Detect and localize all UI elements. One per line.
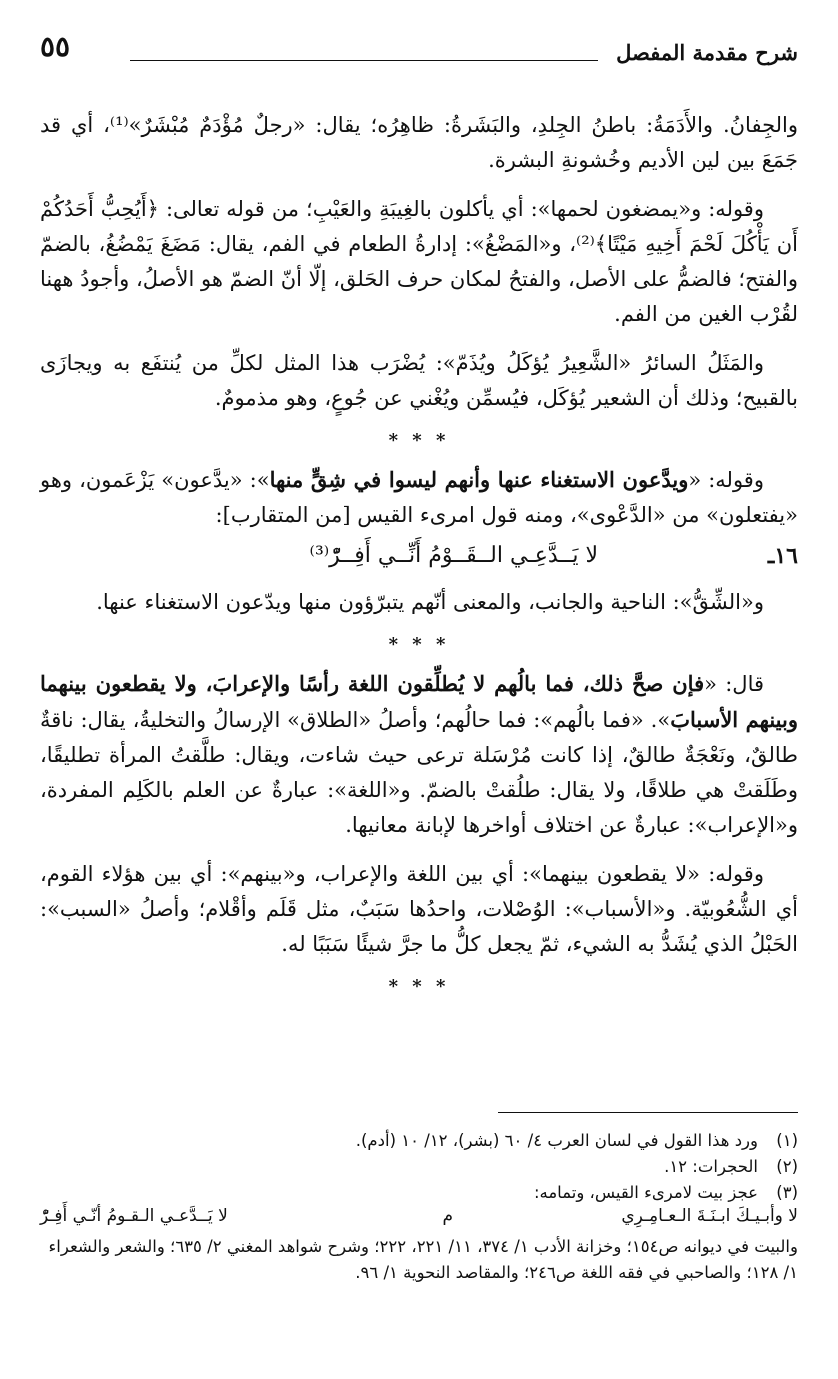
paragraph-1: والجِفانُ. والأَدَمَةُ: باطنُ الجِلدِ، والبَشَرةُ: ظاهِرُه؛ يقال: «رجلٌ مُؤْدَمٌ مُبْشَرٌ»⁽¹⁾، أي قد جَمَعَ بين لين الأديم وخُشونةِ البشرة. [40, 113, 799, 172]
footnote-text: عجز بيت لامرىء القيس، وتمامه: [533, 1183, 758, 1202]
footnote-number: (١) [776, 1131, 798, 1150]
book-title: شرح مقدمة المفصل [616, 40, 798, 65]
paragraph-4-intro: وقوله: « [688, 468, 764, 492]
footnote-verse [40, 1206, 798, 1234]
paragraph-5-text: و«الشِّقُّ»: الناحية والجانب، والمعنى أنّهم يتبرّؤون منها ويدّعون الاستغناء عنها. [96, 590, 764, 614]
paragraph-6-rest: ». «فما بالُهم»: فما حالُهم؛ وأصلُ «الطلاق» الإرسالُ والتخليةُ، يقال: ناقةٌ طالقٌ، ونَعْجَةٌ طالقٌ، إذا كانت مُرْسَلة ترعى حيث شاءت، ويقال: طلَّقتُ المرأة تطليقًا، وطَلَقتْ هي طلاقًا، ولا يقال: طلُقتْ بالضمّ. و«اللغة»: عبارةٌ عن العلم بالكَلِم المفردة، و«الإعراب»: عبارةٌ عن اختلاف أواخرها لإبانة معانيها. [40, 708, 798, 837]
footnote-number: (٣) [776, 1183, 798, 1202]
header-rule [130, 60, 598, 61]
footnote-rule [498, 1112, 798, 1113]
verse [40, 539, 798, 585]
footnote-2 [40, 1154, 798, 1180]
paragraph-7-text: وقوله: «لا يقطعون بينهما»: أي بين اللغة والإعراب، و«بينهم»: أي بين هؤلاء القوم، أي الشُّعُوبيّة. و«الأسباب»: الوُصْلات، واحدُها سَبَبٌ، مثل قَلَم وأقْلام؛ وأصلُ «السبب»: الحَبْلُ الذي يُشَدُّ به الشيء، ثمّ يجعل كلُّ ما جرَّ شيئًا سَبَبًا له. [40, 862, 798, 956]
footnotes [40, 1128, 798, 1286]
running-header [40, 30, 798, 74]
paragraph-2 [40, 192, 798, 332]
verse-number: ١٦ـ [767, 543, 798, 569]
page-number: ٥٥ [40, 30, 71, 63]
paragraph-3 [40, 346, 798, 416]
paragraph-2-text: وقوله: و«يمضغون لحمها»: أي يأكلون بالغِيبَةِ والعَيْبِ؛ من قوله تعالى: ﴿أَيُحِبُّ أَحَدُكُمْ أَن يَأْكُلَ لَحْمَ أَخِيهِ مَيْتًا﴾⁽²⁾، و«المَضْغُ»: إدارةُ الطعام في الفم، يقال: مَضَغَ يَمْضُغُ، بالضمّ والفتح؛ فالضمُّ على الأصل، والفتحُ لمكان حرف الحَلق، إلّا أنّ الضمّ هو الأصلُ، وأجودُ ههنا لقُرْب الغين من الفم. [40, 197, 798, 326]
verse-second-hemistich: لا يَــدَّعـي الـقـومُ أنّـي أَفِـرّْ [40, 1206, 228, 1226]
footnote-text: ورد هذا القول في لسان العرب ٤/ ٦٠ (بشر)، ١٢/ ١٠ (أدم). [355, 1131, 758, 1150]
section-divider: * * * [388, 634, 450, 655]
verse-line: لا يَــدَّعِـي الــقَــوْمُ أَنِّــي أَفِــرّْ⁽³⁾ [309, 543, 598, 568]
section-divider: * * * [388, 976, 450, 997]
paragraph-7 [40, 857, 798, 962]
quoted-text: فإن صحَّ ذلك، فما بالُهم لا يُطلِّقون اللغة رأسًا والإعرابَ، ولا يقطعون بينهما وبينهم الأسبابَ [40, 671, 798, 732]
paragraph-4 [40, 462, 798, 533]
footnote-number: (٢) [776, 1157, 798, 1176]
paragraph-3-text: والمَثَلُ السائرُ «الشَّعِيرُ يُؤكَلُ ويُذَمّ»: يُضْرَب هذا المثل لكلِّ من يُنتفَع به ويجازَى بالقبيح؛ وذلك أن الشعير يُؤكَل، فيُسمِّن ويُغْني عن جُوعٍ، وهو مذمومٌ. [40, 351, 798, 410]
verse-first-hemistich: لا وأبـيـكَ ابـنَـةَ الـعـامِـرِي [621, 1206, 798, 1226]
verse-separator: م [442, 1206, 453, 1226]
main-text [40, 108, 798, 1008]
paragraph-6 [40, 666, 798, 843]
section-divider: * * * [388, 430, 450, 451]
footnote-1 [40, 1128, 798, 1154]
paragraph-4-rest: »: «يدَّعون» يَزْعَمون، وهو «يفتعلون» من «الدَّعْوى»، ومنه قول امرىء القيس [من المتقارب]: [40, 468, 798, 527]
quoted-text: ويدَّعون الاستغناء عنها وأنهم ليسوا في شِقٍّ منها [269, 467, 689, 492]
footnote-text: الحجرات: ١٢. [664, 1157, 758, 1176]
footnote-3 [40, 1180, 798, 1206]
paragraph-6-intro: قال: « [704, 672, 765, 696]
footnote-3-sources: والبيت في ديوانه ص١٥٤؛ وخزانة الأدب ١/ ٣٧٤، ١١/ ٢٢١، ٢٢٢؛ وشرح شواهد المغني ٢/ ٦٣٥؛ والشعر والشعراء ١/ ١٢٨؛ والصاحبي في فقه اللغة ص٢٤٦؛ والمقاصد النحوية ١/ ٩٦. [48, 1237, 798, 1282]
paragraph-5 [40, 585, 798, 620]
